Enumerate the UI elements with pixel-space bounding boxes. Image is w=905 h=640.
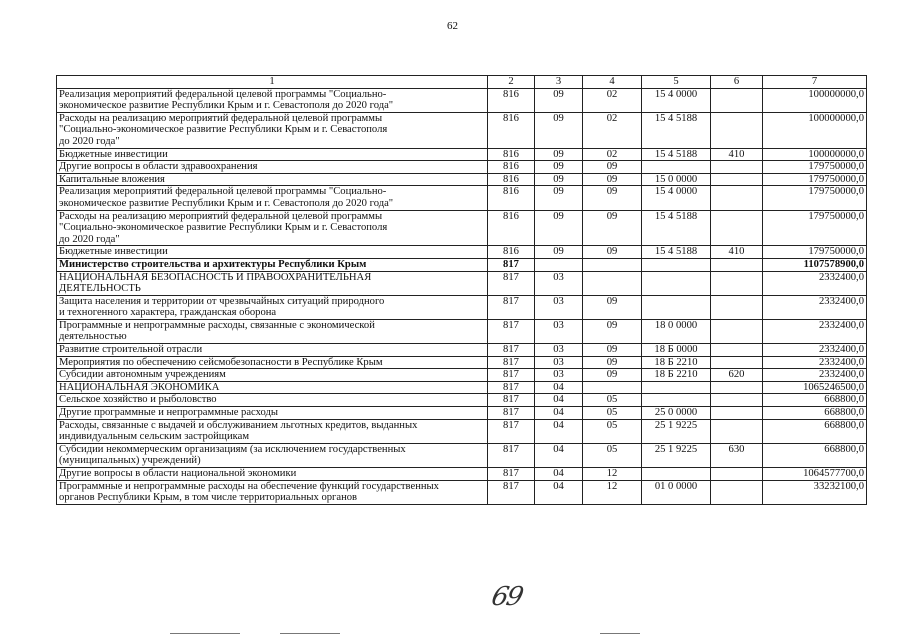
row-subsection: 09 [583,210,642,246]
row-section: 03 [535,319,583,343]
row-section: 09 [535,112,583,148]
table-row [57,381,867,394]
row-target-article: 25 0 0000 [642,407,711,420]
table-row [57,480,867,504]
row-subsection: 09 [583,295,642,319]
row-name: Сельское хозяйство и рыболовство [57,394,488,407]
table-row [57,246,867,259]
row-amount: 668800,0 [763,443,867,467]
row-section: 04 [535,407,583,420]
row-amount: 100000000,0 [763,88,867,112]
row-expense-type [711,271,763,295]
row-subsection: 02 [583,88,642,112]
row-name: Другие вопросы в области национальной экономики [57,468,488,481]
row-amount: 2332400,0 [763,356,867,369]
row-section: 03 [535,369,583,382]
header-col-5: 5 [642,76,711,89]
row-name: Расходы на реализацию мероприятий федеральной целевой программы "Социально-экономическое развитие Республики Крым и г. Севастополя до 2020 года" [57,112,488,148]
row-amount: 2332400,0 [763,344,867,357]
row-target-article [642,258,711,271]
row-amount: 179750000,0 [763,210,867,246]
row-target-article [642,271,711,295]
row-subsection: 05 [583,419,642,443]
table-row [57,88,867,112]
row-admin-code: 817 [488,443,535,467]
scan-edge-mark [170,633,240,634]
row-admin-code: 816 [488,246,535,259]
row-amount: 1065246500,0 [763,381,867,394]
scan-edge-mark [280,633,340,634]
row-expense-type [711,295,763,319]
row-expense-type [711,407,763,420]
row-admin-code: 816 [488,173,535,186]
row-target-article [642,394,711,407]
row-amount: 33232100,0 [763,480,867,504]
row-expense-type: 410 [711,246,763,259]
table-row [57,344,867,357]
header-col-3: 3 [535,76,583,89]
header-col-6: 6 [711,76,763,89]
row-name: Министерство строительства и архитектуры Республики Крым [57,258,488,271]
row-subsection: 05 [583,407,642,420]
row-subsection [583,258,642,271]
row-expense-type [711,480,763,504]
row-expense-type [711,88,763,112]
row-subsection: 05 [583,443,642,467]
row-expense-type [711,173,763,186]
row-target-article: 18 Б 0000 [642,344,711,357]
row-expense-type [711,468,763,481]
row-section: 04 [535,443,583,467]
row-subsection: 09 [583,369,642,382]
row-subsection: 09 [583,173,642,186]
row-expense-type [711,258,763,271]
row-name: Капитальные вложения [57,173,488,186]
row-expense-type: 410 [711,148,763,161]
row-section: 03 [535,356,583,369]
row-target-article: 15 4 5188 [642,148,711,161]
row-admin-code: 817 [488,381,535,394]
row-admin-code: 817 [488,468,535,481]
row-amount: 1107578900,0 [763,258,867,271]
row-admin-code: 817 [488,419,535,443]
row-target-article [642,295,711,319]
row-section: 04 [535,468,583,481]
row-subsection [583,381,642,394]
scan-edge-mark [600,633,640,634]
row-section: 03 [535,295,583,319]
row-expense-type [711,419,763,443]
row-expense-type [711,319,763,343]
row-amount: 100000000,0 [763,112,867,148]
row-admin-code: 817 [488,258,535,271]
row-admin-code: 817 [488,407,535,420]
row-section: 09 [535,148,583,161]
row-subsection: 09 [583,344,642,357]
row-section: 04 [535,381,583,394]
row-section: 09 [535,161,583,174]
row-subsection: 09 [583,186,642,210]
row-name: Бюджетные инвестиции [57,246,488,259]
table-row [57,186,867,210]
row-amount: 668800,0 [763,407,867,420]
row-section: 03 [535,271,583,295]
row-subsection: 12 [583,480,642,504]
table-row [57,319,867,343]
row-admin-code: 817 [488,369,535,382]
row-name: Мероприятия по обеспечению сейсмобезопасности в Республике Крым [57,356,488,369]
row-name: Субсидии некоммерческим организациям (за исключением государственных (муниципальных) учреждений) [57,443,488,467]
header-col-7: 7 [763,76,867,89]
row-expense-type: 620 [711,369,763,382]
row-name: Другие программные и непрограммные расходы [57,407,488,420]
table-body [57,88,867,504]
row-target-article: 15 4 5188 [642,112,711,148]
row-admin-code: 816 [488,88,535,112]
row-target-article: 15 4 5188 [642,210,711,246]
row-admin-code: 817 [488,271,535,295]
row-subsection: 02 [583,148,642,161]
table-row [57,271,867,295]
row-amount: 1064577700,0 [763,468,867,481]
row-expense-type [711,186,763,210]
row-name: Реализация мероприятий федеральной целевой программы "Социально- экономическое развитие Республики Крым и г. Севастополя до 2020 года" [57,186,488,210]
row-name: НАЦИОНАЛЬНАЯ ЭКОНОМИКА [57,381,488,394]
row-section: 09 [535,88,583,112]
row-admin-code: 817 [488,319,535,343]
table-row [57,356,867,369]
row-expense-type [711,161,763,174]
row-target-article: 15 4 5188 [642,246,711,259]
row-expense-type [711,394,763,407]
row-amount: 179750000,0 [763,161,867,174]
row-target-article: 01 0 0000 [642,480,711,504]
table-row [57,369,867,382]
header-col-1: 1 [57,76,488,89]
row-amount: 2332400,0 [763,369,867,382]
table-row [57,161,867,174]
row-amount: 2332400,0 [763,295,867,319]
table-row [57,419,867,443]
row-expense-type [711,356,763,369]
row-target-article: 25 1 9225 [642,443,711,467]
header-col-2: 2 [488,76,535,89]
row-section: 04 [535,419,583,443]
row-admin-code: 816 [488,186,535,210]
row-subsection [583,271,642,295]
row-subsection: 09 [583,246,642,259]
row-section: 09 [535,210,583,246]
table-row [57,443,867,467]
row-name: Субсидии автономным учреждениям [57,369,488,382]
table-row [57,210,867,246]
table-row [57,295,867,319]
row-target-article: 15 0 0000 [642,173,711,186]
row-admin-code: 816 [488,210,535,246]
row-name: НАЦИОНАЛЬНАЯ БЕЗОПАСНОСТЬ И ПРАВООХРАНИТЕЛЬНАЯ ДЕЯТЕЛЬНОСТЬ [57,271,488,295]
row-section: 09 [535,173,583,186]
row-subsection: 05 [583,394,642,407]
page-number: 62 [447,20,458,32]
row-section: 09 [535,246,583,259]
table-row [57,407,867,420]
row-name: Другие вопросы в области здравоохранения [57,161,488,174]
row-target-article [642,468,711,481]
table-row [57,112,867,148]
row-name: Реализация мероприятий федеральной целевой программы "Социально- экономическое развитие Республики Крым и г. Севастополя до 2020 года" [57,88,488,112]
row-admin-code: 817 [488,344,535,357]
row-expense-type: 630 [711,443,763,467]
row-name: Бюджетные инвестиции [57,148,488,161]
row-target-article: 15 4 0000 [642,88,711,112]
row-amount: 668800,0 [763,419,867,443]
row-section [535,258,583,271]
row-amount: 179750000,0 [763,246,867,259]
table-header-row [57,76,867,89]
row-subsection: 09 [583,356,642,369]
row-admin-code: 816 [488,161,535,174]
row-expense-type [711,210,763,246]
row-target-article: 25 1 9225 [642,419,711,443]
row-admin-code: 817 [488,394,535,407]
row-amount: 668800,0 [763,394,867,407]
row-target-article: 15 4 0000 [642,186,711,210]
row-expense-type [711,344,763,357]
row-name: Защита населения и территории от чрезвычайных ситуаций природного и техногенного характера, гражданская оборона [57,295,488,319]
table-row [57,173,867,186]
row-amount: 2332400,0 [763,271,867,295]
table-row [57,394,867,407]
row-subsection: 12 [583,468,642,481]
row-name: Расходы на реализацию мероприятий федеральной целевой программы "Социально-экономическое развитие Республики Крым и г. Севастополя до 2020 года" [57,210,488,246]
row-name: Развитие строительной отрасли [57,344,488,357]
row-amount: 179750000,0 [763,173,867,186]
row-name: Программные и непрограммные расходы на обеспечение функций государственных органов Республики Крым, в том числе территориальных органов [57,480,488,504]
row-section: 04 [535,480,583,504]
table-row [57,258,867,271]
row-expense-type [711,112,763,148]
table-row [57,468,867,481]
row-amount: 100000000,0 [763,148,867,161]
row-subsection: 02 [583,112,642,148]
row-target-article: 18 Б 2210 [642,369,711,382]
row-amount: 179750000,0 [763,186,867,210]
row-section: 03 [535,344,583,357]
row-admin-code: 816 [488,112,535,148]
row-amount: 2332400,0 [763,319,867,343]
row-admin-code: 817 [488,480,535,504]
row-name: Программные и непрограммные расходы, связанные с экономической деятельностью [57,319,488,343]
table-row [57,148,867,161]
row-target-article: 18 0 0000 [642,319,711,343]
row-section: 04 [535,394,583,407]
header-col-4: 4 [583,76,642,89]
row-admin-code: 817 [488,295,535,319]
row-admin-code: 816 [488,148,535,161]
budget-table [56,75,867,505]
row-expense-type [711,381,763,394]
row-subsection: 09 [583,161,642,174]
row-subsection: 09 [583,319,642,343]
row-admin-code: 817 [488,356,535,369]
row-target-article: 18 Б 2210 [642,356,711,369]
row-section: 09 [535,186,583,210]
row-name: Расходы, связанные с выдачей и обслуживанием льготных кредитов, выданных индивидуальным сельским застройщикам [57,419,488,443]
row-target-article [642,381,711,394]
handwritten-page-number: 69 [488,582,525,612]
row-target-article [642,161,711,174]
